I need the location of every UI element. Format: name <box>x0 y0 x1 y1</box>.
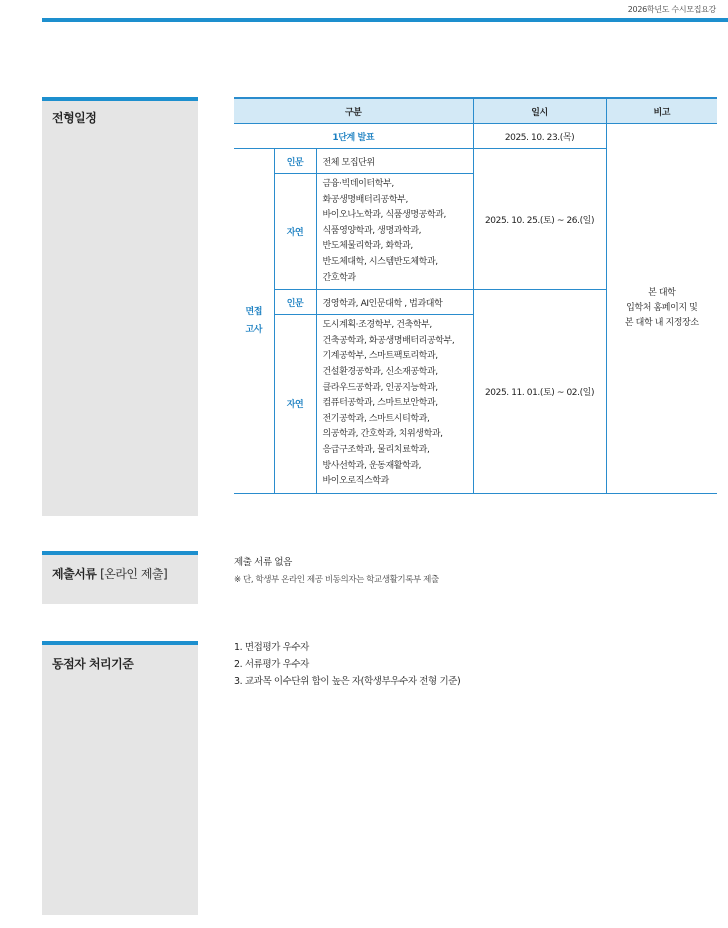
header-category: 구분 <box>234 98 473 124</box>
documents-title-sub: [온라인 제출] <box>100 567 168 581</box>
g1-humanities-label: 인문 <box>274 149 316 174</box>
major-line: 금융·빅데이터학부, <box>322 179 394 189</box>
g2-date: 2025. 11. 01.(토) ~ 02.(일) <box>473 290 606 494</box>
remarks-line: 입학처 홈페이지 및 <box>626 302 698 313</box>
major-line: 반도체대학, 시스템반도체학과, <box>322 256 438 267</box>
major-line: 클라우드공학과, 인공지능학과, <box>322 382 438 393</box>
sidebar-documents <box>42 551 198 604</box>
major-line: 화공생명배터리공학부, <box>322 194 408 205</box>
major-line: 간호학과 <box>322 272 356 283</box>
remarks-line: 본 대학 <box>648 287 676 298</box>
major-line: 방사선학과, 운동재활학과, <box>322 460 422 471</box>
major-line: 컴퓨터공학과, 스마트보안학과, <box>322 398 438 409</box>
interview-label-line: 면접 <box>245 306 263 317</box>
major-line: 식품영양학과, 생명과학과, <box>322 225 422 236</box>
documents-text: 제출 서류 없음 <box>234 557 292 568</box>
sidebar-schedule <box>42 97 198 516</box>
g2-humanities-majors: 경영학과, AI인문대학 , 법과대학 <box>316 290 473 315</box>
g2-humanities-label: 인문 <box>274 290 316 315</box>
g1-date: 2025. 10. 25.(토) ~ 26.(일) <box>473 149 606 290</box>
g2-science-majors <box>316 315 473 494</box>
tiebreak-list <box>234 639 460 690</box>
g1-humanities-majors: 전체 모집단위 <box>316 149 473 174</box>
table-header-row <box>234 98 717 124</box>
section-title-tiebreak: 동점자 처리기준 <box>52 657 134 671</box>
major-line: 반도체물리학과, 화학과, <box>322 241 413 252</box>
first-stage-date: 2025. 10. 23.(목) <box>473 124 606 149</box>
list-item: 3. 교과목 이수단위 합이 높은 자(학생부우수자 전형 기준) <box>234 676 461 687</box>
interview-label-line: 고사 <box>245 324 263 335</box>
documents-content <box>234 554 439 585</box>
major-line: 바이오나노학과, 식품생명공학과, <box>322 210 446 221</box>
documents-title: 제출서류 <box>52 567 97 581</box>
first-stage-label: 1단계 발표 <box>234 124 473 149</box>
remarks-cell <box>606 124 717 494</box>
sidebar-tiebreak <box>42 641 198 915</box>
major-line: 건축공학과, 화공생명배터리공학부, <box>322 335 455 346</box>
remarks-line: 본 대학 내 지정장소 <box>624 317 699 328</box>
major-line: 바이오로직스학과 <box>322 476 389 487</box>
major-line: 기계공학부, 스마트팩토리학과, <box>322 351 438 362</box>
g2-science-label: 자연 <box>274 315 316 494</box>
section-title-schedule: 전형일정 <box>52 111 97 125</box>
major-line: 응급구조학과, 물리치료학과, <box>322 444 430 455</box>
list-item: 2. 서류평가 우수자 <box>234 659 309 670</box>
list-item: 1. 면접평가 우수자 <box>234 642 309 653</box>
document-title: 2026학년도 수시모집요강 <box>627 5 716 14</box>
schedule-table <box>234 97 717 494</box>
g1-science-label: 자연 <box>274 174 316 290</box>
major-line: 의공학과, 간호학과, 치위생학과, <box>322 429 443 440</box>
interview-label <box>234 149 274 494</box>
major-line: 건설환경공학과, 신소재공학과, <box>322 366 438 377</box>
header-remarks: 비고 <box>606 98 717 124</box>
g1-science-majors <box>316 174 473 290</box>
major-line: 도시계획·조경학부, 건축학부, <box>322 320 432 331</box>
header-rule <box>42 18 728 22</box>
table-row <box>234 124 717 149</box>
header-date: 일시 <box>473 98 606 124</box>
documents-note: ※ 단, 학생부 온라인 제공 비동의자는 학교생활기록부 제출 <box>234 575 439 585</box>
major-line: 전기공학과, 스마트시티학과, <box>322 413 430 424</box>
section-title-documents <box>52 565 167 582</box>
